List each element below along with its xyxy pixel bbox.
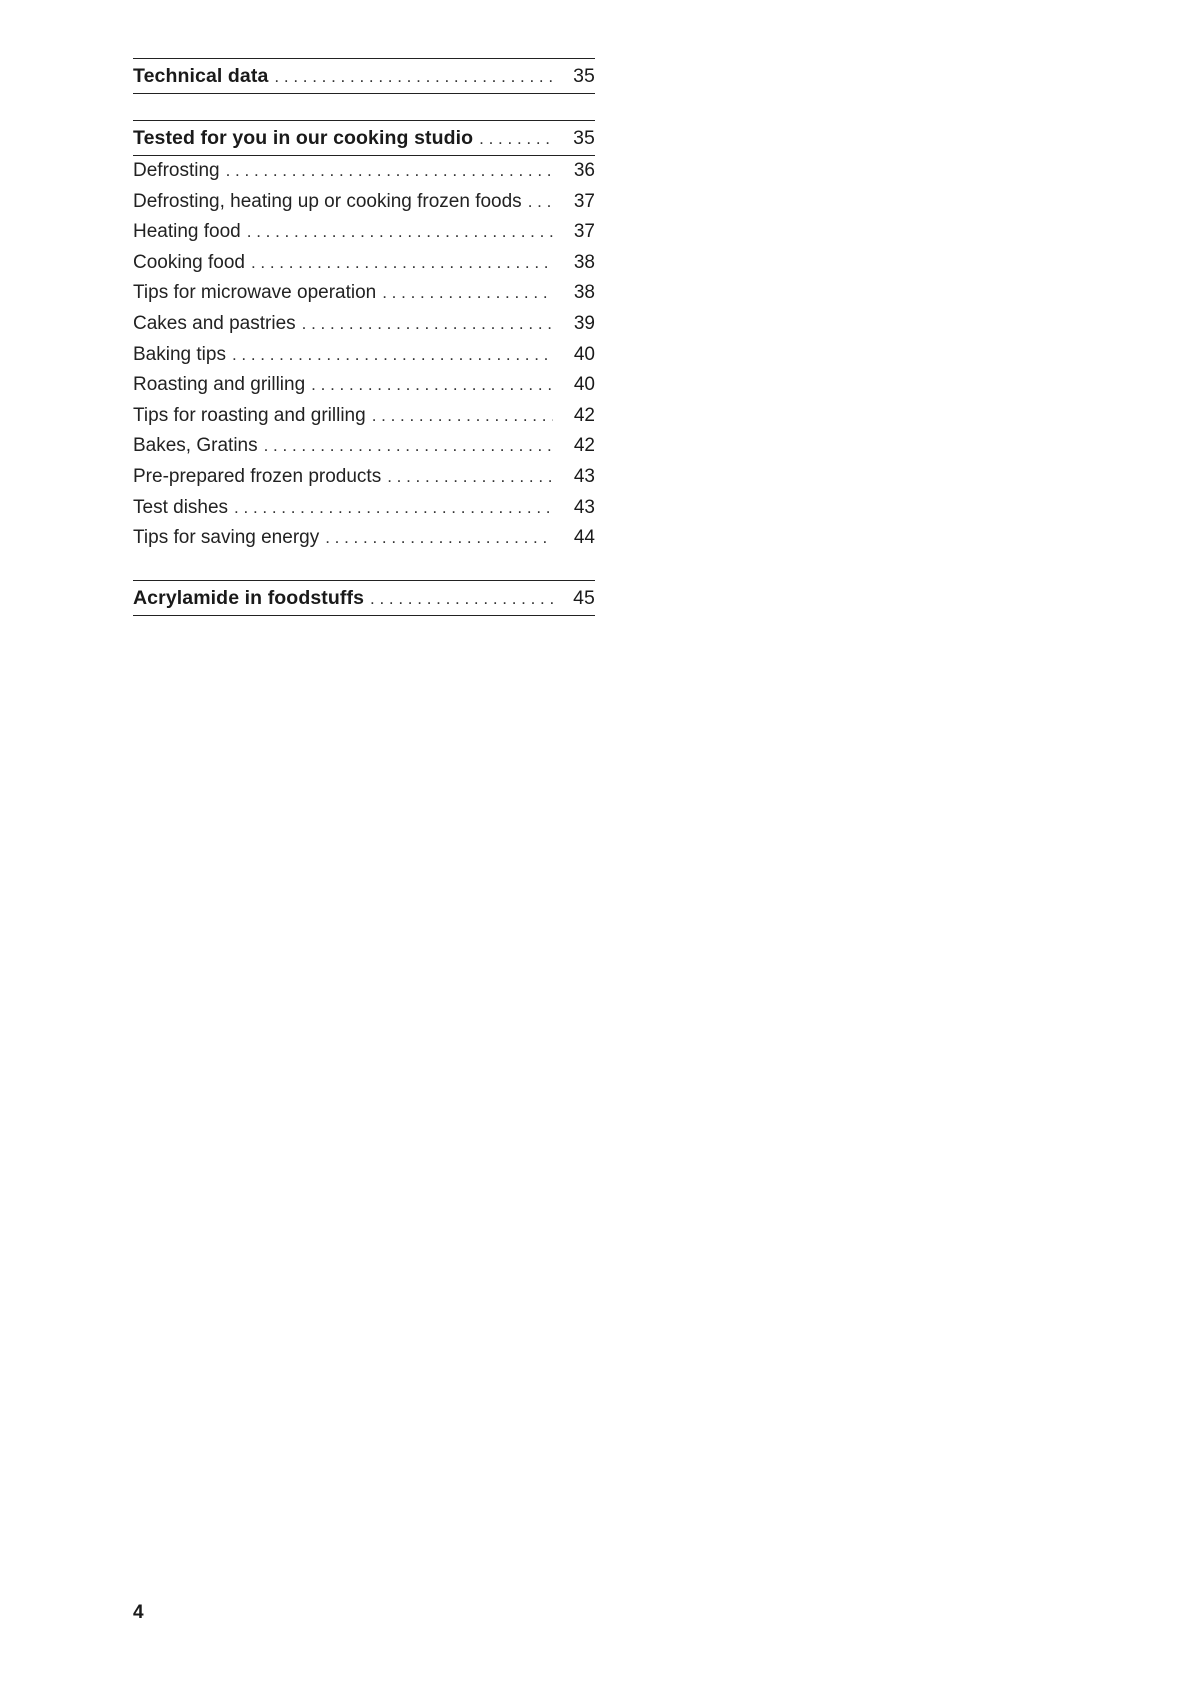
- toc-item-title: Baking tips: [133, 343, 226, 365]
- toc-item-row[interactable]: [133, 156, 595, 187]
- toc-item-page: 43: [573, 465, 595, 487]
- dot-leader: [251, 248, 553, 279]
- toc-item-page: 43: [573, 496, 595, 518]
- toc-item-row[interactable]: [133, 187, 595, 218]
- dot-leader: [232, 340, 553, 371]
- dot-leader: [387, 462, 553, 493]
- dot-leader: [311, 370, 553, 401]
- toc-heading-row[interactable]: [133, 121, 595, 156]
- toc-item-row[interactable]: [133, 217, 595, 248]
- table-of-contents: [133, 58, 595, 616]
- toc-heading-page: 35: [573, 65, 595, 87]
- dot-leader: [302, 309, 553, 340]
- toc-section-acrylamide: [133, 580, 595, 616]
- toc-item-row[interactable]: [133, 401, 595, 432]
- dot-leader: [234, 493, 553, 524]
- dot-leader: [370, 582, 553, 616]
- toc-item-title: Tips for saving energy: [133, 527, 320, 549]
- toc-item-title: Roasting and grilling: [133, 374, 306, 396]
- toc-item-row[interactable]: [133, 278, 595, 309]
- toc-item-title: Test dishes: [133, 496, 229, 518]
- toc-item-page: 37: [573, 190, 595, 212]
- toc-item-row[interactable]: [133, 493, 595, 524]
- dot-leader: [247, 217, 553, 248]
- dot-leader: [528, 187, 553, 218]
- toc-item-row[interactable]: [133, 523, 595, 554]
- dot-leader: [479, 122, 553, 156]
- toc-item-page: 40: [573, 343, 595, 365]
- toc-item-title: Cooking food: [133, 251, 245, 273]
- toc-item-row[interactable]: [133, 462, 595, 493]
- toc-heading-title: Technical data: [133, 65, 269, 87]
- dot-leader: [382, 278, 553, 309]
- toc-item-row[interactable]: [133, 248, 595, 279]
- page-number: 4: [133, 1602, 144, 1623]
- toc-section-technical-data: [133, 58, 595, 94]
- toc-item-page: 39: [573, 312, 595, 334]
- toc-item-page: 38: [573, 282, 595, 304]
- toc-item-title: Defrosting: [133, 160, 220, 181]
- dot-leader: [226, 156, 553, 187]
- toc-item-title: Tips for roasting and grilling: [133, 404, 366, 426]
- dot-leader: [325, 523, 553, 554]
- dot-leader: [264, 431, 553, 462]
- toc-item-row[interactable]: [133, 431, 595, 462]
- toc-item-title: Bakes, Gratins: [133, 435, 258, 457]
- toc-item-title: Cakes and pastries: [133, 312, 296, 334]
- toc-item-page: 42: [573, 404, 595, 426]
- toc-item-row[interactable]: [133, 340, 595, 371]
- toc-item-page: 42: [573, 435, 595, 457]
- toc-item-page: 40: [573, 374, 595, 396]
- toc-heading-title: Acrylamide in foodstuffs: [133, 586, 365, 609]
- toc-heading-page: 35: [573, 127, 595, 149]
- toc-item-title: Pre-prepared frozen products: [133, 465, 382, 487]
- toc-item-row[interactable]: [133, 309, 595, 340]
- toc-heading-page: 45: [573, 586, 595, 609]
- toc-item-page: 37: [573, 221, 595, 243]
- dot-leader: [274, 60, 553, 94]
- toc-item-row[interactable]: [133, 370, 595, 401]
- toc-item-title: Defrosting, heating up or cooking frozen foods: [133, 190, 522, 212]
- toc-item-page: 36: [573, 160, 595, 181]
- dot-leader: [372, 401, 553, 432]
- toc-item-page: 38: [573, 251, 595, 273]
- toc-heading-row[interactable]: [133, 581, 595, 616]
- toc-heading-title: Tested for you in our cooking studio: [133, 127, 474, 149]
- toc-item-title: Tips for microwave operation: [133, 282, 377, 304]
- toc-section-cooking-studio: [133, 120, 595, 554]
- toc-item-title: Heating food: [133, 221, 241, 243]
- toc-heading-row[interactable]: [133, 59, 595, 94]
- toc-item-page: 44: [573, 527, 595, 549]
